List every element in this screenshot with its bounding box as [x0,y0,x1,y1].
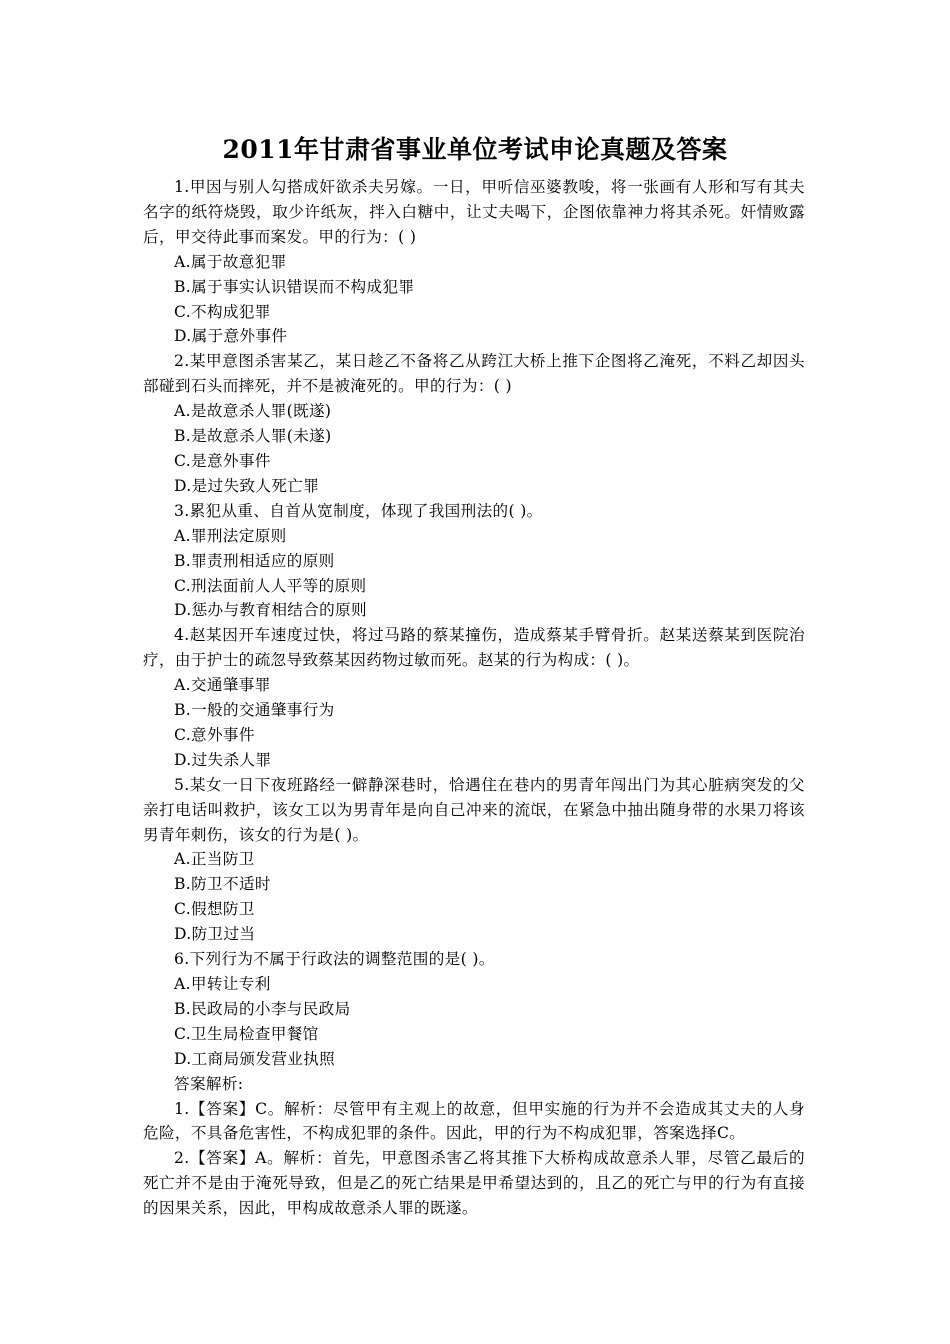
answer-option: B.罪责刑相适应的原则 [174,551,335,570]
answer-option: C.不构成犯罪 [174,302,271,321]
answer-option: B.属于事实认识错误而不构成犯罪 [174,277,415,296]
answer-option: D.工商局颁发营业执照 [174,1049,336,1068]
page-title: 2011年甘肃省事业单位考试申论真题及答案 [222,135,728,164]
answer-option: D.惩办与教育相结合的原则 [174,601,367,620]
question-stem: 3.累犯从重、自首从宽制度，体现了我国刑法的( )。 [174,501,543,520]
answer-option: A.交通肇事罪 [174,676,271,695]
answers-heading: 答案解析: [174,1074,244,1093]
answer-option: A.正当防卫 [174,850,255,869]
answer-option: C.刑法面前人人平等的原则 [174,576,367,595]
answer-option: A.是故意杀人罪(既遂) [174,402,332,421]
answer-option: A.罪刑法定原则 [174,526,287,545]
question-stem: 2.某甲意图杀害某乙，某日趁乙不备将乙从跨江大桥上推下企图将乙淹死，不料乙却因头部碰到石头而摔死，并不是被淹死的。甲的行为：( ) [143,352,805,396]
question-stem: 5.某女一日下夜班路经一僻静深巷时，恰遇住在巷内的男青年闯出门为其心脏病突发的父亲打电话叫救护，该女工以为男青年是向自己冲来的流氓，在紧急中抽出随身带的水果刀将该男青年刺伤，该女的行为是( )。 [143,775,805,844]
document-body [143,175,805,1221]
answer-option: D.过失杀人罪 [174,750,272,769]
answer-option: B.民政局的小李与民政局 [174,999,351,1018]
question-stem: 6.下列行为不属于行政法的调整范围的是( )。 [174,950,495,969]
answer-option: A.甲转让专利 [174,975,271,993]
answer-option: C.是意外事件 [174,451,271,470]
answer-explanation: 2.【答案】A。解析：首先，甲意图杀害乙将其推下大桥构成故意杀人罪，尽管乙最后的死亡并不是由于淹死导致，但是乙的死亡结果是甲希望达到的，且乙的死亡与甲的行为有直接的因果关系，因此，甲构成故意杀人罪的既遂。 [143,1149,805,1218]
answer-option: D.属于意外事件 [174,327,288,346]
answer-option: B.是故意杀人罪(未遂) [174,427,332,446]
answer-option: B.一般的交通肇事行为 [174,701,335,720]
question-stem: 4.赵某因开车速度过快，将过马路的蔡某撞伤，造成蔡某手臂骨折。赵某送蔡某到医院治疗，由于护士的疏忽导致蔡某因药物过敏而死。赵某的行为构成：( )。 [143,626,805,670]
answer-option: D.防卫过当 [174,925,256,944]
answer-explanation: 1.【答案】C。解析：尽管甲有主观上的故意，但甲实施的行为并不会造成其丈夫的人身危险，不具备危害性，不构成犯罪的条件。因此，甲的行为不构成犯罪，答案选择C。 [143,1099,805,1143]
answer-option: C.卫生局检查甲餐馆 [174,1024,319,1043]
answer-option: C.意外事件 [174,725,255,744]
answer-option: A.属于故意犯罪 [174,252,287,271]
answer-option: C.假想防卫 [174,900,255,919]
answer-option: B.防卫不适时 [174,875,271,894]
question-stem: 1.甲因与别人勾搭成奸欲杀夫另嫁。一日，甲听信巫婆教唆，将一张画有人形和写有其夫名字的纸符烧毁，取少许纸灰，拌入白糖中，让丈夫喝下，企图依靠神力将其杀死。奸情败露后，甲交待此事而案发。甲的行为：( ) [143,178,805,246]
answer-option: D.是过失致人死亡罪 [174,476,320,495]
